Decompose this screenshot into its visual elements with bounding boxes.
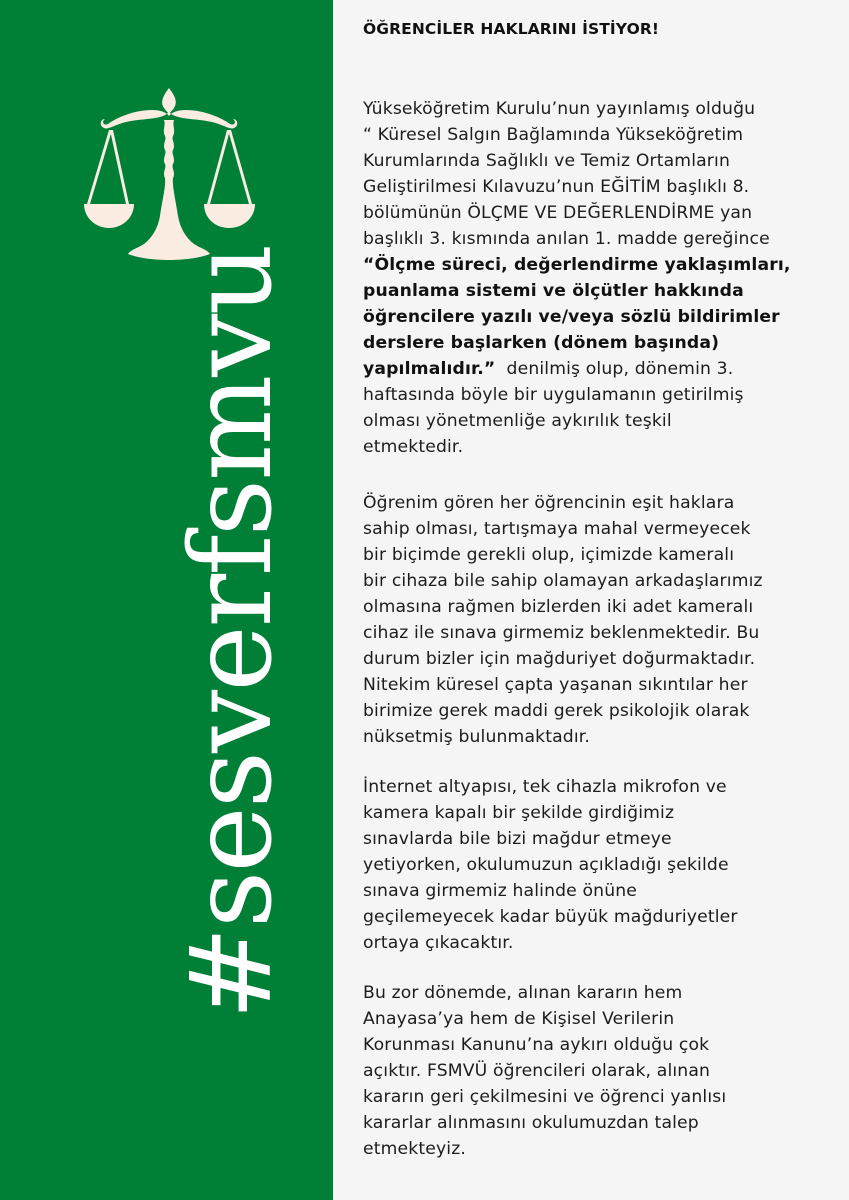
mixed-line	[363, 356, 833, 382]
text-line: başlıklı 3. kısmında anılan 1. madde gereğince	[363, 229, 770, 249]
text-line: “ Küresel Salgın Bağlamında Yükseköğretim	[363, 125, 744, 145]
text-line: Öğrenim gören her öğrencinin eşit haklara	[363, 493, 735, 513]
text-line: bir biçimde gerekli olup, içimizde kameralı	[363, 545, 735, 565]
text-line: sınava girmemiz halinde önüne	[363, 881, 638, 901]
quote-line: “Ölçme süreci, değerlendirme yaklaşımları,	[363, 255, 791, 275]
quote-line: puanlama sistemi ve ölçütler hakkında	[363, 281, 744, 301]
text-line: etmekteyiz.	[363, 1139, 466, 1159]
text-line: geçilemeyecek kadar büyük mağduriyetler	[363, 907, 738, 927]
text-line: yetiyorken, okulumuzun açıkladığı şekilde	[363, 855, 729, 875]
text-line: birimize gerek maddi gerek psikolojik olarak	[363, 701, 750, 721]
quote-line: öğrencilere yazılı ve/veya sözlü bildirimler	[363, 307, 780, 327]
text-line: Yükseköğretim Kurulu’nun yayınlamış olduğu	[363, 99, 756, 119]
text-line: Anayasa’ya hem de Kişisel Verilerin	[363, 1009, 675, 1029]
text-line: ortaya çıkacaktır.	[363, 933, 514, 953]
text-line: kamera kapalı bir şekilde girdiğimiz	[363, 803, 675, 823]
text-segment: denilmiş olup, dönemin 3.	[495, 359, 734, 379]
paragraph-2	[363, 490, 833, 750]
text-line: kararın geri çekilmesini ve öğrenci yanlısı	[363, 1087, 727, 1107]
text-line: nüksetmiş bulunmaktadır.	[363, 727, 591, 747]
text-line: İnternet altyapısı, tek cihazla mikrofon ve	[363, 777, 727, 797]
text-line: kararlar alınmasını okulumuzdan talep	[363, 1113, 699, 1133]
text-line: sınavlarda bile bizi mağdur etmeye	[363, 829, 672, 849]
quote-line: derslere başlarken (dönem başında)	[363, 333, 720, 353]
text-line: Korunması Kanunu’na aykırı olduğu çok	[363, 1035, 710, 1055]
text-line: Kurumlarında Sağlıklı ve Temiz Ortamların	[363, 151, 730, 171]
document-title: ÖĞRENCİLER HAKLARINI İSTİYOR!	[363, 20, 660, 38]
green-side-panel	[0, 0, 333, 1200]
text-line: olmasına rağmen bizlerden iki adet kameralı	[363, 597, 754, 617]
text-line: Geliştirilmesi Kılavuzu’nun EĞİTİM başlıklı 8.	[363, 177, 750, 197]
text-line: Nitekim küresel çapta yaşanan sıkıntılar her	[363, 675, 748, 695]
text-line: haftasında böyle bir uygulamanın getirilmiş	[363, 385, 744, 405]
text-line: bir cihaza bile sahip olamayan arkadaşlarımız	[363, 571, 763, 591]
text-line: olması yönetmenliğe aykırılık teşkil	[363, 411, 672, 431]
hashtag-label: #sesverfsmvu	[167, 245, 297, 1020]
text-line: durum bizler için mağduriyet doğurmaktadır.	[363, 649, 756, 669]
paragraph-4	[363, 980, 833, 1162]
paragraph-3	[363, 774, 833, 956]
text-line: açıktır. FSMVÜ öğrencileri olarak, alınan	[363, 1061, 711, 1081]
text-line: bölümünün ÖLÇME VE DEĞERLENDİRME yan	[363, 203, 753, 223]
text-line: Bu zor dönemde, alınan kararın hem	[363, 983, 683, 1003]
paragraph-1	[363, 96, 833, 460]
text-line: sahip olması, tartışmaya mahal vermeyecek	[363, 519, 751, 539]
text-line: cihaz ile sınava girmemiz beklenmektedir. Bu	[363, 623, 760, 643]
document-panel	[333, 0, 849, 1200]
text-line: etmektedir.	[363, 437, 464, 457]
quote-end: yapılmalıdır.”	[363, 359, 496, 379]
